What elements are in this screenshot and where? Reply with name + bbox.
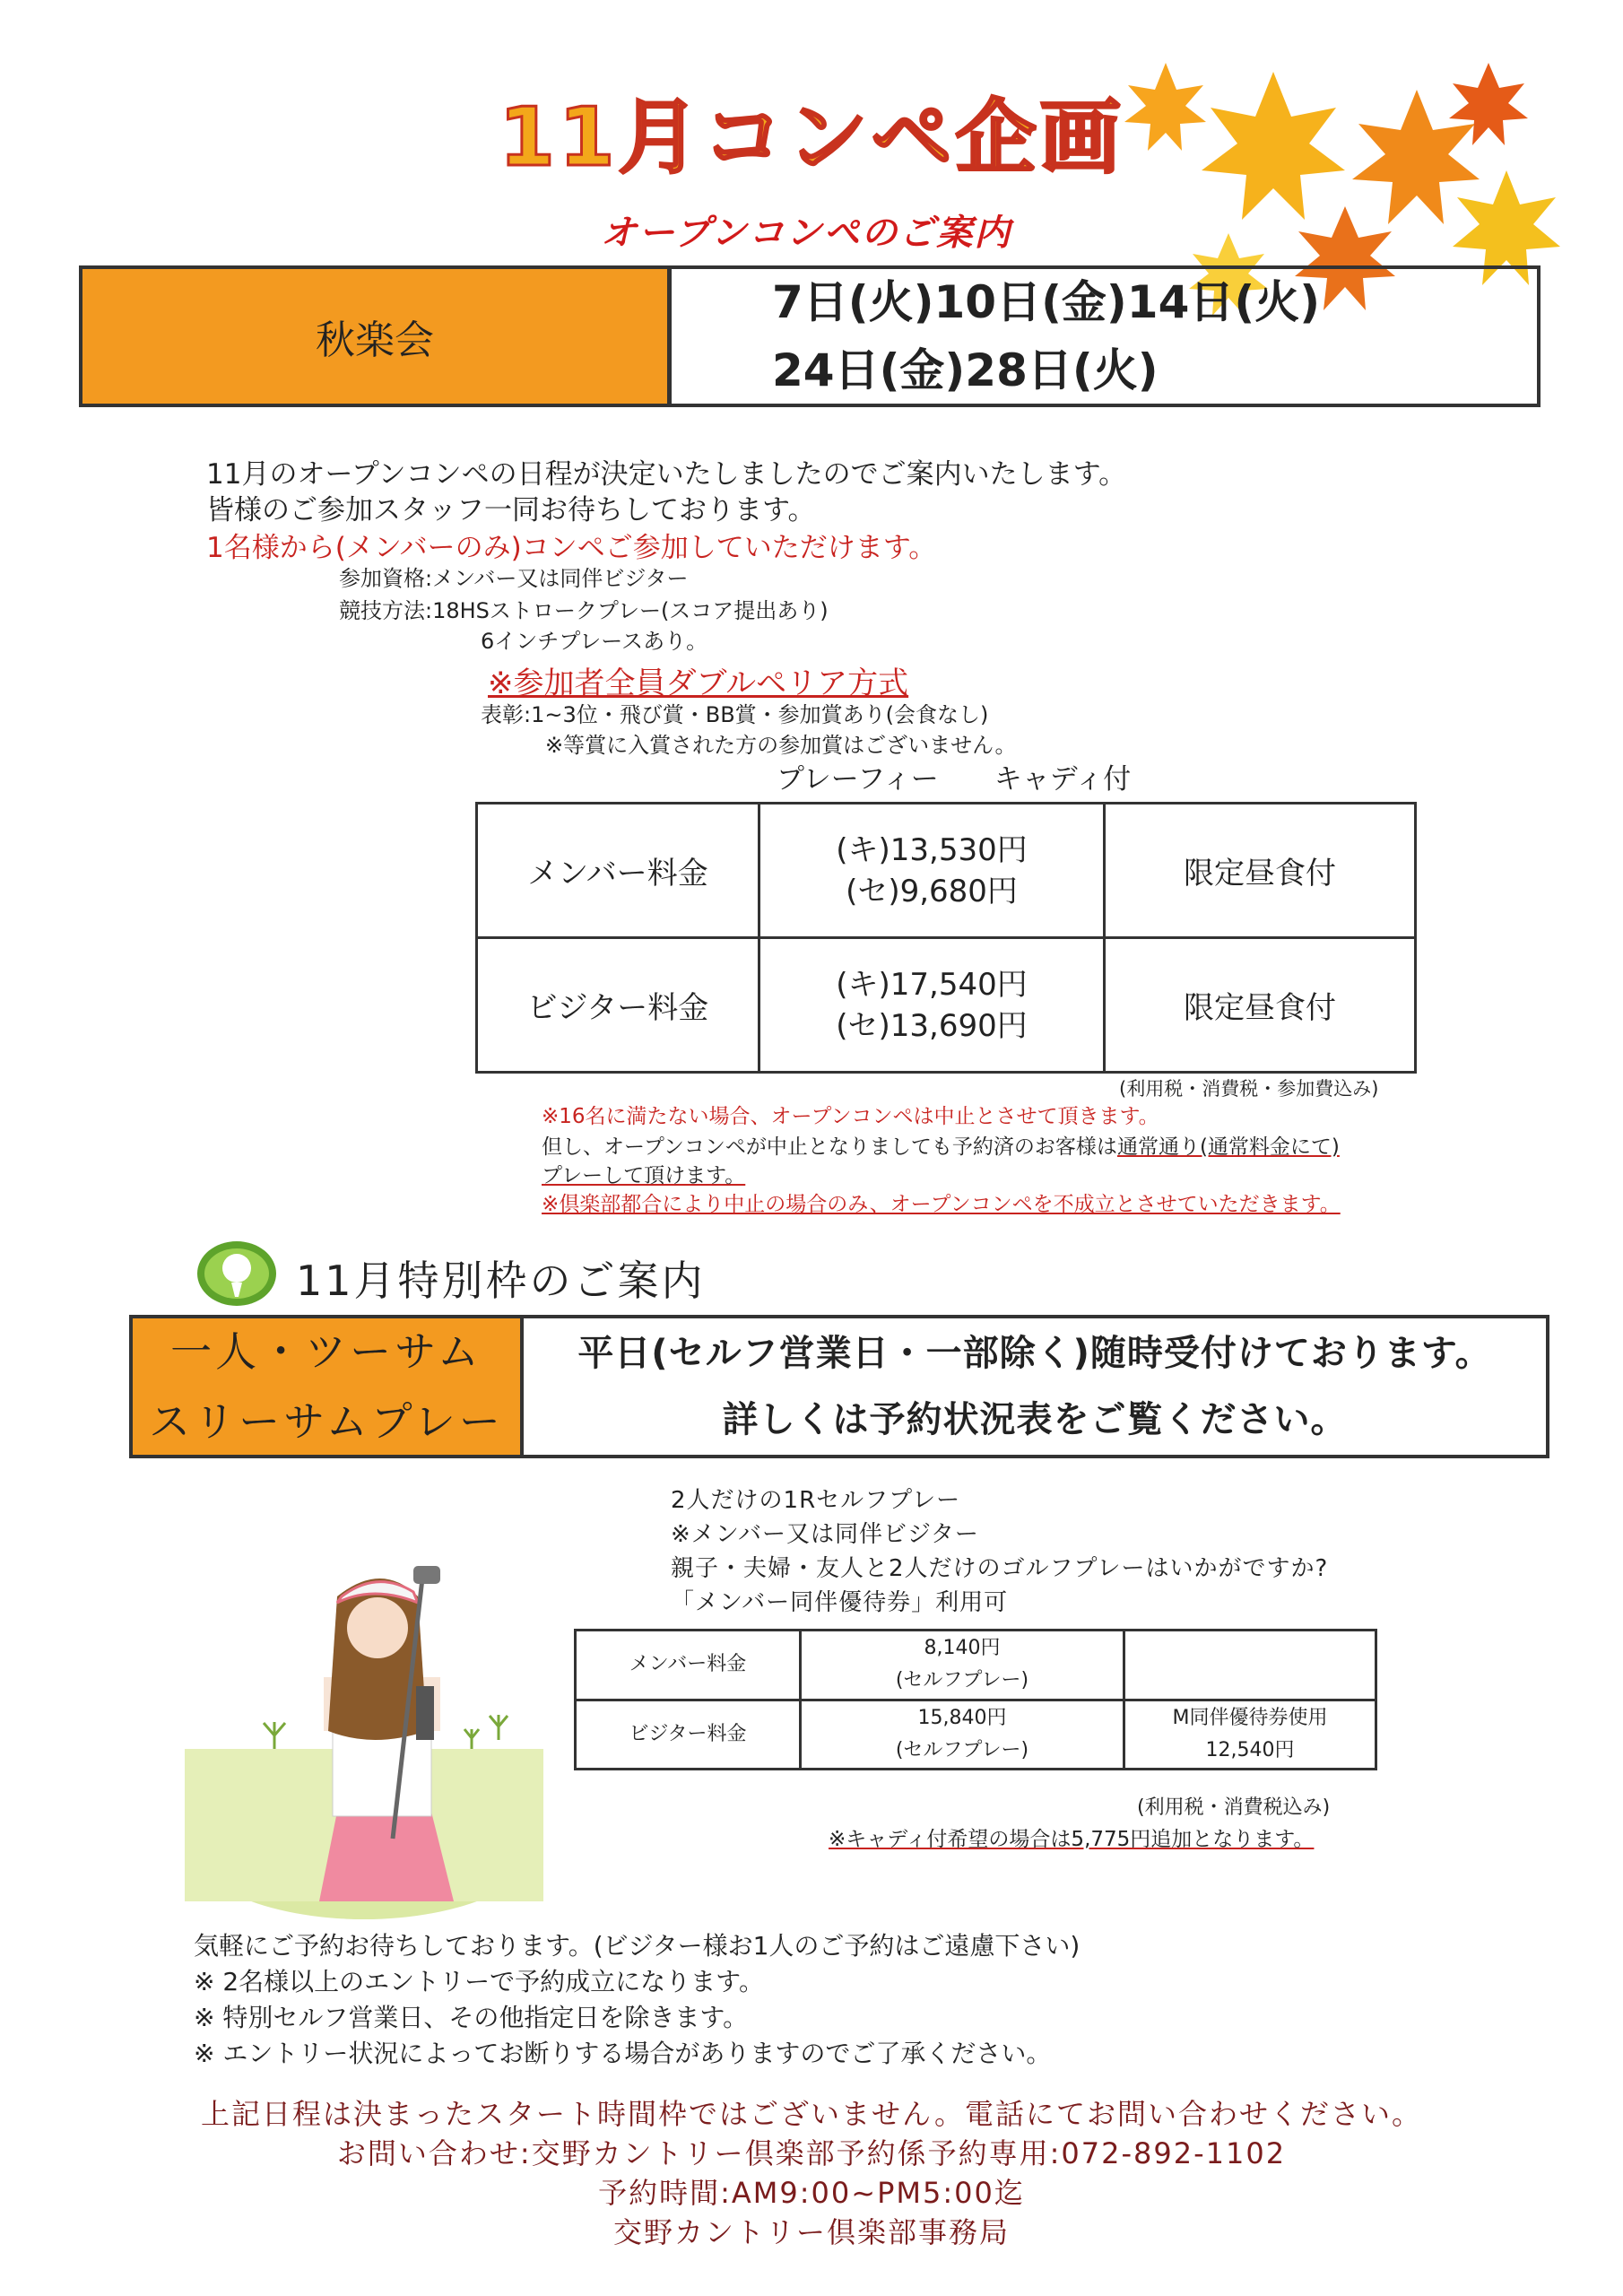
duo-tax: (利用税・消費税込み) [1137,1796,1331,1819]
duo-fee-price: 15,840円 [917,1706,1007,1729]
event-table [79,265,1541,407]
event-dates-line1: 7日(火)10日(金)14日(火) [772,276,1321,328]
event-dates-line2: 24日(金)28日(火) [772,344,1159,396]
fee-meal: 限定昼食付 [1105,804,1416,938]
footer-line2: お問い合わせ:交野カントリー倶楽部予約係予約専用:072-892-1102 [336,2136,1287,2170]
fee-label: メンバー料金 [477,804,759,938]
bottom-line2: ※ 2名様以上のエントリーで予約成立になります。 [194,1967,764,1996]
intro-line2: 皆様のご参加スタッフ一同お待ちしております。 [206,494,816,526]
method2: 6インチプレースあり。 [481,629,708,654]
fee-price: (セ)13,690円 [836,1007,1028,1044]
method: 競技方法:18HSストロークプレー(スコア提出あり) [339,598,829,623]
event-name: 秋楽会 [82,269,672,404]
special-heading: 11月特別枠のご案内 [296,1257,706,1305]
duo-fee-sub: (セルフプレー) [895,1738,1029,1761]
peoria-note: ※参加者全員ダブルペリア方式 [488,665,909,701]
fee-header: プレーフィー キャディ付 [777,763,1132,796]
duo-line3: 親子・夫婦・友人と2人だけのゴルフプレーはいかがですか? [671,1555,1329,1582]
duo-fee-label: メンバー料金 [576,1631,801,1700]
footer-line3: 予約時間:AM9:00~PM5:00迄 [598,2176,1025,2210]
page-title: 11月コンペ企画 [499,91,1124,185]
fee-table [475,802,1417,1074]
duo-line4: 「メンバー同伴優待券」利用可 [671,1589,1009,1616]
special-desc2: 詳しくは予約状況表をご覧ください。 [722,1399,1348,1440]
note2a: 但し、オープンコンペが中止となりましても予約済のお客様は [542,1135,1117,1159]
special-desc1: 平日(セルフ営業日・一部除く)随時受付けております。 [577,1333,1492,1374]
fee-meal: 限定昼食付 [1105,938,1416,1073]
bottom-line4: ※ エントリー状況によってお断りする場合がありますのでご了承ください。 [194,2039,1052,2068]
table-row [576,1700,1376,1770]
awards: 表彰:1~3位・飛び賞・BB賞・参加賞あり(会食なし) [481,702,989,727]
golfer-illustration [185,1543,543,1919]
duo-fee-price: 8,140円 [924,1637,1001,1660]
duo-caddie: ※キャディ付希望の場合は5,775円追加となります。 [829,1828,1315,1851]
fee-tax-note: (利用税・消費税・参加費込み) [1119,1078,1379,1100]
table-row [477,804,1416,938]
duo-fee-label: ビジター料金 [576,1700,801,1770]
intro-line3: 1名様から(メンバーのみ)コンペご参加していただけます。 [206,532,937,564]
bottom-line3: ※ 特別セルフ営業日、その他指定日を除きます。 [194,2003,749,2032]
note1: ※16名に満たない場合、オープンコンペは中止とさせて頂きます。 [542,1105,1159,1128]
special-label2: スリーサムプレー [149,1397,504,1446]
bottom-line1: 気軽にご予約お待ちしております。(ビジター様お1人のご予約はご遠慮下さい) [194,1931,1081,1961]
awards-note: ※等賞に入賞された方の参加賞はございません。 [545,733,1017,758]
special-label1: 一人・ツーサム [170,1327,482,1376]
duo-line1: 2人だけの1Rセルフプレー [671,1487,961,1514]
fee-price: (キ)13,530円 [836,831,1028,868]
table-row [477,938,1416,1073]
duo-fee-sub: (セルフプレー) [895,1669,1029,1692]
eligibility: 参加資格:メンバー又は同伴ビジター [339,566,689,591]
note3: プレーして頂けます。 [542,1164,746,1187]
footer-line1: 上記日程は決まったスタート時間枠ではございません。電話にてお問い合わせください。 [201,2097,1422,2131]
duo-fee-extra: M同伴優待券使用 [1172,1706,1328,1729]
table-row [576,1631,1376,1700]
note4: ※倶楽部都合により中止の場合のみ、オープンコンペを不成立とさせていただきます。 [542,1193,1341,1216]
special-table [129,1315,1549,1458]
fee-price: (セ)9,680円 [846,873,1018,909]
duo-fee-extra: 12,540円 [1205,1738,1295,1761]
subtitle: オープンコンペのご案内 [601,213,1012,254]
fee-price: (キ)17,540円 [836,966,1028,1003]
footer-line4: 交野カントリー倶楽部事務局 [612,2215,1010,2249]
golf-ball-icon [195,1238,278,1309]
duo-fee-table [574,1629,1377,1770]
duo-line2: ※メンバー又は同伴ビジター [671,1521,979,1548]
note2b: 通常通り(通常料金にて) [1116,1135,1340,1159]
intro-line1: 11月のオープンコンペの日程が決定いたしましたのでご案内いたします。 [206,458,1127,491]
fee-label: ビジター料金 [477,938,759,1073]
